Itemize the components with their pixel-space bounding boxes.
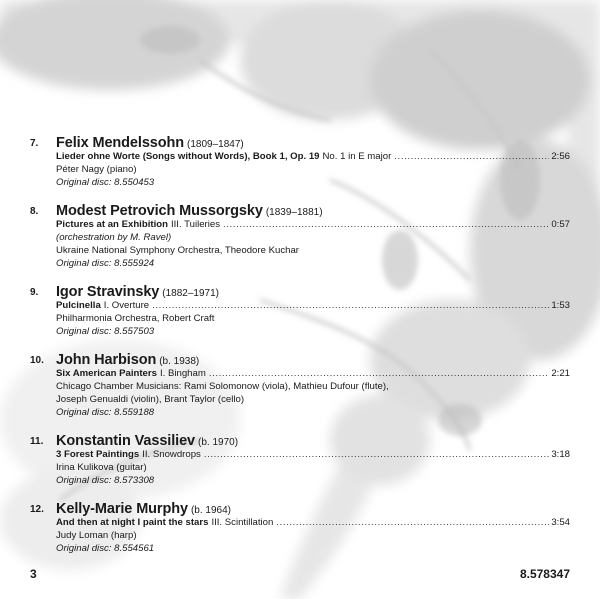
composer-name: Modest Petrovich Mussorgsky (56, 203, 263, 219)
duration: 0:57 (551, 219, 570, 230)
work-title: Six American Painters (56, 368, 157, 379)
movement: I. Overture (103, 300, 150, 311)
track-number: 12. (30, 504, 44, 515)
performers: Irina Kulikova (guitar) (56, 462, 147, 473)
dot-leader (204, 448, 549, 461)
catalogue-number: 8.578347 (519, 567, 570, 581)
work-title: 3 Forest Paintings (56, 449, 140, 460)
movement: III. Scintillation (211, 517, 274, 528)
composer-dates: (b. 1970) (198, 437, 239, 448)
original-disc: Original disc: 8.557503 (56, 326, 155, 337)
movement: II. Snowdrops (142, 449, 201, 460)
composer-dates: (b. 1964) (190, 505, 231, 516)
dot-leader (276, 516, 549, 529)
work-line (56, 448, 570, 461)
original-disc: Original disc: 8.554561 (56, 543, 155, 554)
work-title: Pictures at an Exhibition (56, 219, 168, 230)
performers-continued: Joseph Genualdi (violin), Brant Taylor (cello) (56, 394, 245, 405)
dot-leader (223, 218, 549, 231)
work-line (56, 367, 570, 380)
performers: Chicago Chamber Musicians: Rami Solomonow (viola), Mathieu Dufour (flute), (56, 381, 389, 392)
duration: 1:53 (551, 300, 570, 311)
composer-dates: (1839–1881) (265, 207, 323, 218)
work-line (56, 150, 570, 163)
dot-leader (152, 299, 549, 312)
work-line (56, 516, 570, 529)
composer-name: Felix Mendelssohn (56, 135, 185, 151)
original-disc: Original disc: 8.573308 (56, 475, 155, 486)
work-line (56, 218, 570, 231)
composer-dates: (1882–1971) (162, 288, 219, 299)
movement: III. Tuileries (170, 219, 221, 230)
performers: Philharmonia Orchestra, Robert Craft (56, 313, 215, 324)
work-title: Lieder ohne Worte (Songs without Words), Book 1, Op. 19 (56, 151, 320, 162)
work-line (56, 299, 570, 312)
duration: 3:54 (551, 517, 570, 528)
original-disc: Original disc: 8.555924 (56, 258, 155, 269)
track-number: 10. (30, 355, 44, 366)
performers: Ukraine National Symphony Orchestra, Theodore Kuchar (56, 245, 299, 256)
track-number: 11. (30, 436, 44, 447)
dot-leader (394, 150, 549, 163)
track-number: 8. (30, 206, 39, 217)
movement: I. Bingham (159, 368, 206, 379)
performers: Péter Nagy (piano) (56, 164, 137, 175)
duration: 2:21 (551, 368, 570, 379)
duration: 3:18 (551, 449, 570, 460)
duration: 2:56 (551, 151, 570, 162)
composer-name: Konstantin Vassiliev (56, 433, 196, 449)
work-title: And then at night I paint the stars (56, 517, 209, 528)
track-number: 9. (30, 287, 39, 298)
original-disc: Original disc: 8.559188 (56, 407, 155, 418)
composer-dates: (b. 1938) (159, 356, 200, 367)
dot-leader (209, 367, 549, 380)
performers: Judy Loman (harp) (56, 530, 137, 541)
page-number: 3 (30, 567, 37, 581)
composer-name: Igor Stravinsky (56, 284, 160, 300)
composer-name: John Harbison (56, 352, 157, 368)
work-title: Pulcinella (56, 300, 101, 311)
original-disc: Original disc: 8.550453 (56, 177, 155, 188)
orchestration-note: (orchestration by M. Ravel) (56, 232, 172, 243)
track-number: 7. (30, 138, 39, 149)
movement: No. 1 in E major (322, 151, 392, 162)
composer-dates: (1809–1847) (187, 139, 244, 150)
composer-name: Kelly-Marie Murphy (56, 501, 188, 517)
